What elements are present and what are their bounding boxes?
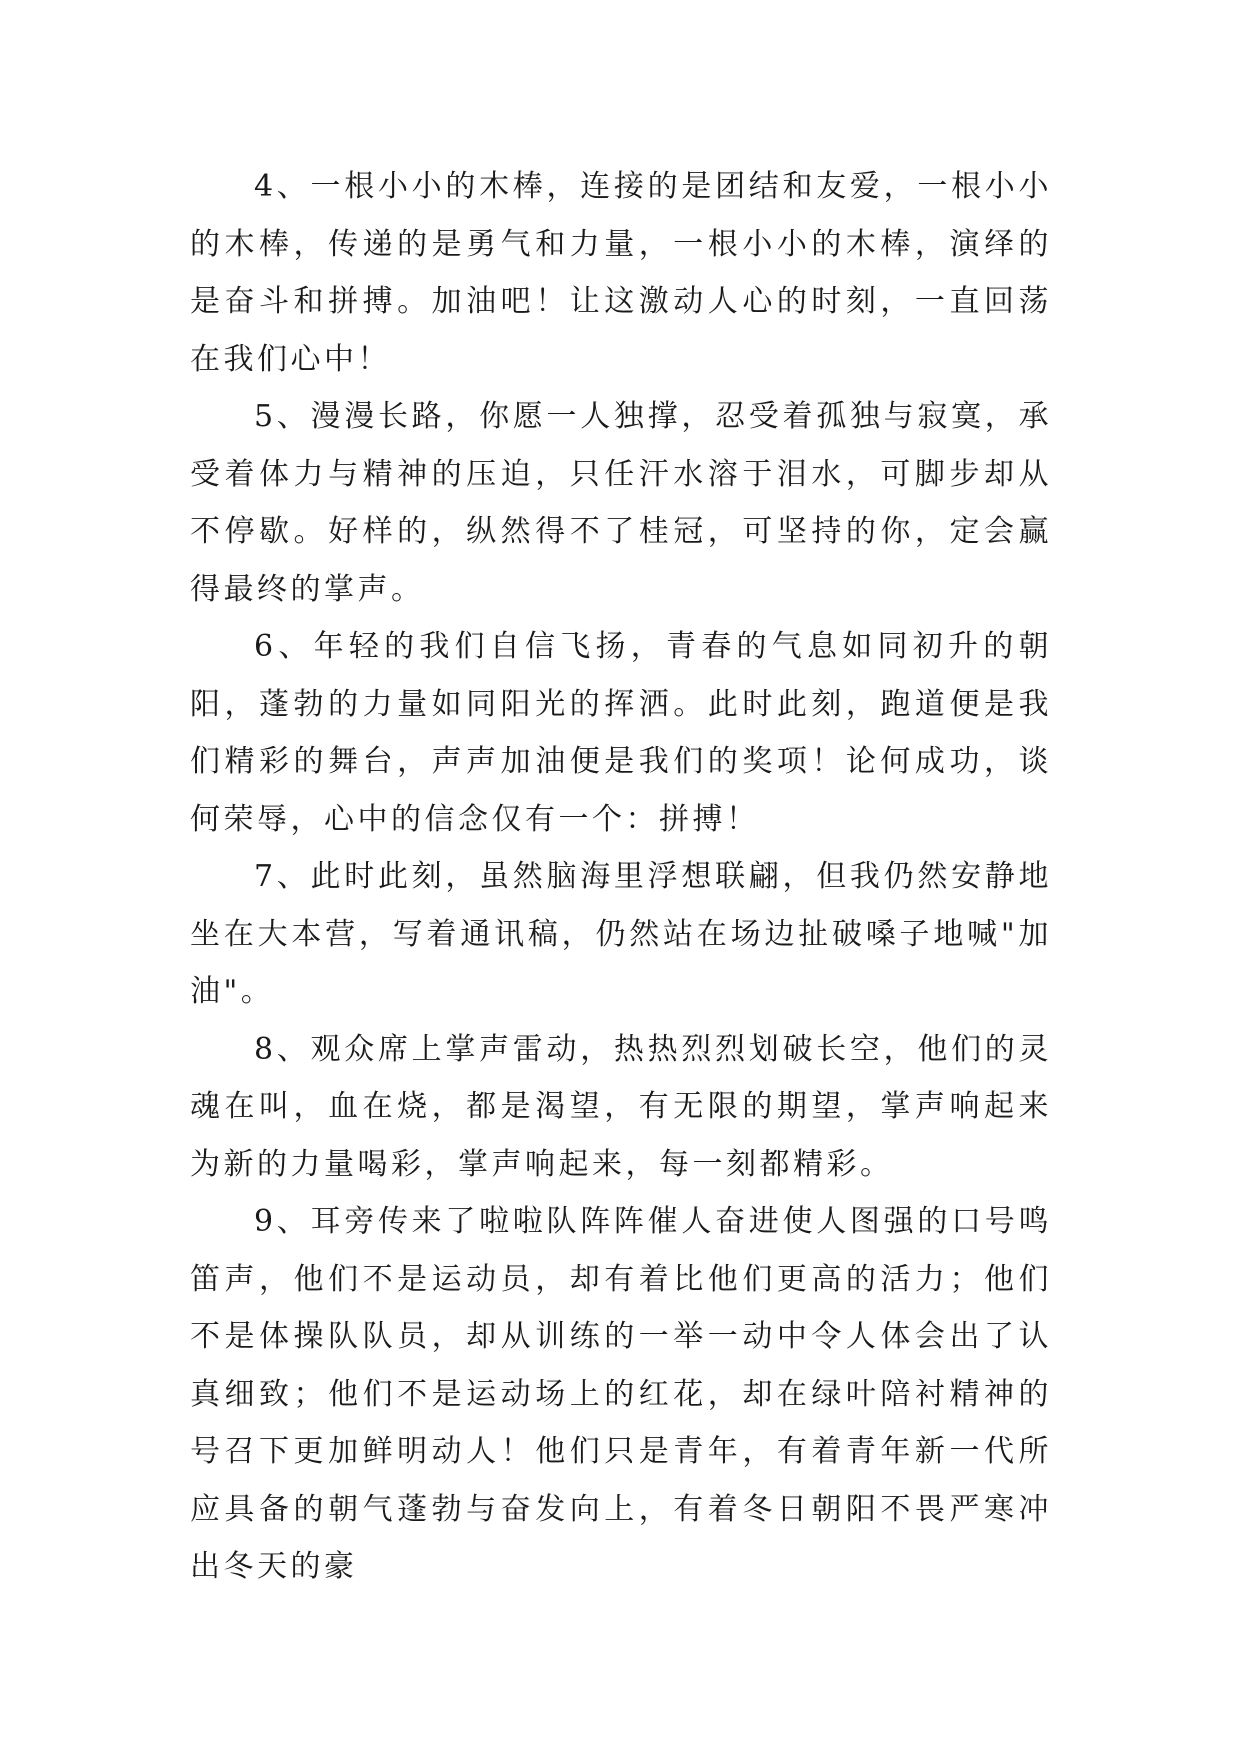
document-body: [190, 158, 1052, 1596]
paragraph-6: 6、年轻的我们自信飞扬，青春的气息如同初升的朝阳，蓬勃的力量如同阳光的挥洒。此时此刻，跑道便是我们精彩的舞台，声声加油便是我们的奖项！论何成功，谈何荣辱，心中的信念仅有一个：拼搏！: [190, 629, 1052, 837]
paragraph-8: 8、观众席上掌声雷动，热热烈烈划破长空，他们的灵魂在叫，血在烧，都是渴望，有无限的期望，掌声响起来为新的力量喝彩，掌声响起来，每一刻都精彩。: [190, 1031, 1052, 1182]
paragraph-9: 9、耳旁传来了啦啦队阵阵催人奋进使人图强的口号鸣笛声，他们不是运动员，却有着比他们更高的活力；他们不是体操队队员，却从训练的一举一动中令人体会出了认真细致；他们不是运动场上的红花，却在绿叶陪衬精神的号召下更加鲜明动人！他们只是青年，有着青年新一代所应具备的朝气蓬勃与奋发向上，有着冬日朝阳不畏严寒冲出冬天的豪: [190, 1204, 1052, 1584]
paragraph-4: 4、一根小小的木棒，连接的是团结和友爱，一根小小的木棒，传递的是勇气和力量，一根小小的木棒，演绎的是奋斗和拼搏。加油吧！让这激动人心的时刻，一直回荡在我们心中！: [190, 169, 1052, 377]
paragraph-7: 7、此时此刻，虽然脑海里浮想联翩，但我仍然安静地坐在大本营，写着通讯稿，仍然站在场边扯破嗓子地喊"加油"。: [190, 859, 1052, 1009]
paragraph-5: 5、漫漫长路，你愿一人独撑，忍受着孤独与寂寞，承受着体力与精神的压迫，只任汗水溶于泪水，可脚步却从不停歇。好样的，纵然得不了桂冠，可坚持的你，定会赢得最终的掌声。: [190, 399, 1052, 607]
